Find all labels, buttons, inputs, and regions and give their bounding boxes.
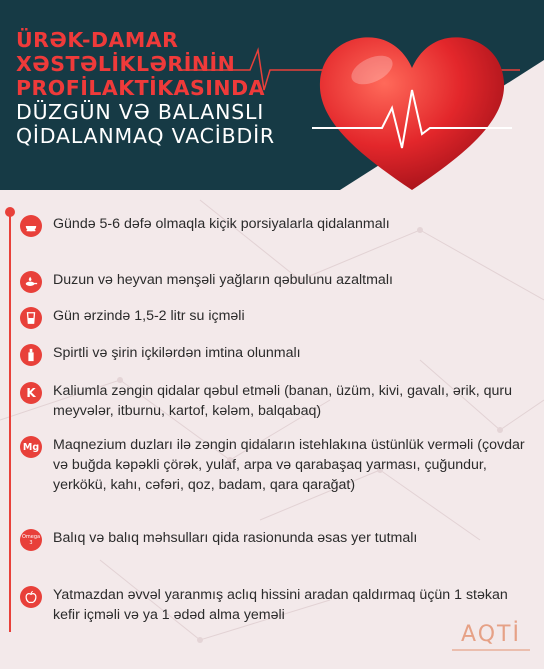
list-item <box>20 435 528 495</box>
list-item <box>20 270 528 293</box>
oil-pan-icon <box>20 271 42 293</box>
list-item-text: Gündə 5-6 dəfə olmaqla kiçik porsiyalarla qidalanmalı <box>53 216 390 232</box>
title-line-1: ÜRƏK-DAMAR <box>16 28 179 52</box>
logo-text: AQTİ <box>461 622 521 647</box>
list-item <box>20 343 528 366</box>
potassium-icon: K <box>20 382 42 404</box>
list-item <box>20 306 528 329</box>
list-item-text: Yatmazdan əvvəl yaranmış aclıq hissini aradan qaldırmaq üçün 1 stəkan kefir içməli və ya 1 ədəd alma yeməli <box>53 587 508 623</box>
title-line-2: XƏSTƏLİKLƏRİNİN <box>16 52 236 76</box>
heart-icon <box>312 30 512 200</box>
omega-3-icon: Omega 3 <box>20 529 42 551</box>
list-item-text: Gün ərzində 1,5-2 litr su içməli <box>53 308 245 324</box>
list-item-text: Spirtli və şirin içkilərdən imtina olunmalı <box>53 345 301 361</box>
list-item <box>20 214 528 237</box>
logo <box>452 622 530 651</box>
list-item <box>20 381 528 421</box>
magnesium-icon: Mg <box>20 436 42 458</box>
list-item <box>20 585 528 625</box>
title-line-3: PROFİLAKTİKASINDA <box>16 76 265 100</box>
list-item <box>20 528 528 551</box>
timeline-start-dot <box>5 207 15 217</box>
timeline-line <box>9 212 11 632</box>
apple-icon <box>20 586 42 608</box>
list-item-text: Balıq və balıq məhsulları qida rasionunda əsas yer tutmalı <box>53 530 418 546</box>
food-bowl-icon <box>20 215 42 237</box>
list-item-text: Kaliumla zəngin qidalar qəbul etməli (banan, üzüm, kivi, gavalı, ərik, quru meyvələr, itburnu, kartof, kələm, balqabaq) <box>53 383 512 419</box>
subtitle-line-2: QİDALANMAQ VACİBDİR <box>16 124 275 148</box>
subtitle-line-1: DÜZGÜN VƏ BALANSLI <box>16 100 265 124</box>
water-glass-icon <box>20 307 42 329</box>
list-item-text: Maqnezium duzları ilə zəngin qidaların istehlakına üstünlük verməli (çovdar və buğda kəpəkli çörək, yulaf, arpa və qarabaşaq yarması, çuğundur, yerkökü, kahı, cəfəri, qoz, badam, qara qarağat) <box>53 437 525 493</box>
drink-bottle-icon <box>20 344 42 366</box>
list-item-text: Duzun və heyvan mənşəli yağların qəbulunu azaltmalı <box>53 272 393 288</box>
title-block <box>16 28 316 148</box>
logo-underline <box>452 649 530 651</box>
